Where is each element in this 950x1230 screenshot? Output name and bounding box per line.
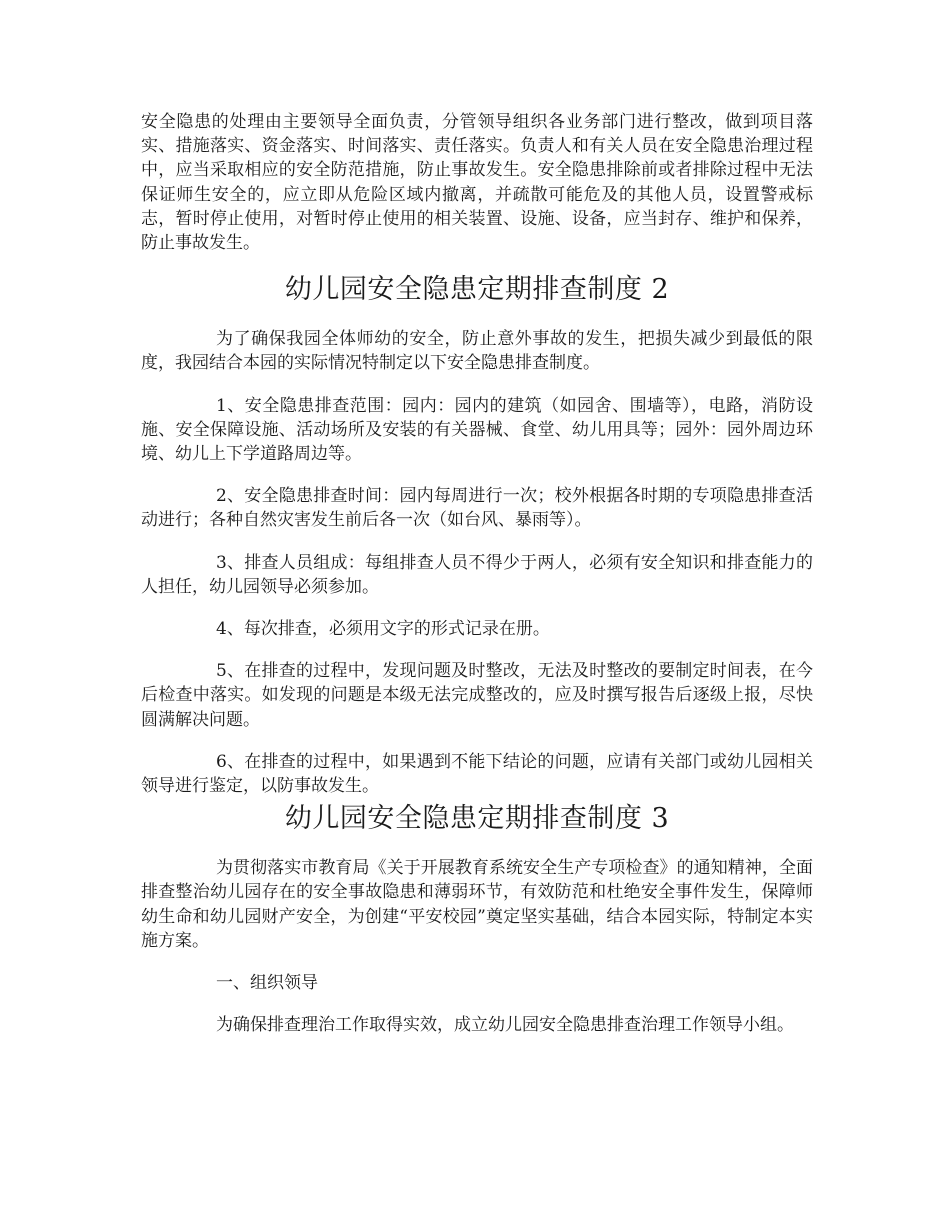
section-2-paragraph: 2、安全隐患排查时间：园内每周进行一次；校外根据各时期的专项隐患排查活动进行；各种自然灾害发生前后各一次（如台风、暴雨等）。: [141, 486, 813, 531]
section-3-title: 幼儿园安全隐患定期排查制度 3: [284, 803, 670, 835]
section-3-paragraph: 为贯彻落实市教育局《关于开展教育系统安全生产专项检查》的通知精神，全面排查整治幼儿园存在的安全事故隐患和薄弱环节，有效防范和杜绝安全事件发生，保障师幼生命和幼儿园财产安全，为创建“平安校园”奠定坚实基础，结合本园实际，特制定本实施方案。: [141, 858, 813, 951]
section-3-paragraph: 为确保排查理治工作取得实效，成立幼儿园安全隐患排查治理工作领导小组。: [216, 1015, 794, 1036]
section-3-subheading: 一、组织领导: [216, 973, 318, 994]
section-2-title: 幼儿园安全隐患定期排查制度 2: [284, 274, 670, 306]
intro-paragraph: 安全隐患的处理由主要领导全面负责，分管领导组织各业务部门进行整改，做到项目落实、措施落实、资金落实、时间落实、责任落实。负责人和有关人员在安全隐患治理过程中，应当采取相应的安全防范措施，防止事故发生。安全隐患排除前或者排除过程中无法保证师生安全的，应立即从危险区域内撤离，并疏散可能危及的其他人员，设置警戒标志，暂时停止使用，对暂时停止使用的相关装置、设施、设备，应当封存、维护和保养，防止事故发生。: [141, 112, 813, 254]
section-2-paragraph: 为了确保我园全体师幼的安全，防止意外事故的发生，把损失减少到最低的限度，我园结合本园的实际情况特制定以下安全隐患排查制度。: [141, 329, 813, 374]
document-page: [141, 110, 813, 1037]
section-2-paragraph: 4、每次排查，必须用文字的形式记录在册。: [216, 619, 550, 640]
section-2-paragraph: 6、在排查的过程中，如果遇到不能下结论的问题，应请有关部门或幼儿园相关领导进行鉴定，以防事故发生。: [141, 751, 813, 797]
section-2-paragraph: 5、在排查的过程中，发现问题及时整改，无法及时整改的要制定时间表，在今后检查中落实。如发现的问题是本级无法完成整改的，应及时撰写报告后逐级上报，尽快圆满解决问题。: [141, 661, 813, 730]
section-2-paragraph: 1、安全隐患排查范围：园内：园内的建筑（如园舍、围墙等），电路，消防设施、安全保障设施、活动场所及安装的有关器械、食堂、幼儿用具等；园外：园外周边环境、幼儿上下学道路周边等。: [141, 395, 813, 465]
section-2-paragraph: 3、排查人员组成：每组排查人员不得少于两人，必须有安全知识和排查能力的人担任，幼儿园领导必须参加。: [141, 552, 813, 597]
